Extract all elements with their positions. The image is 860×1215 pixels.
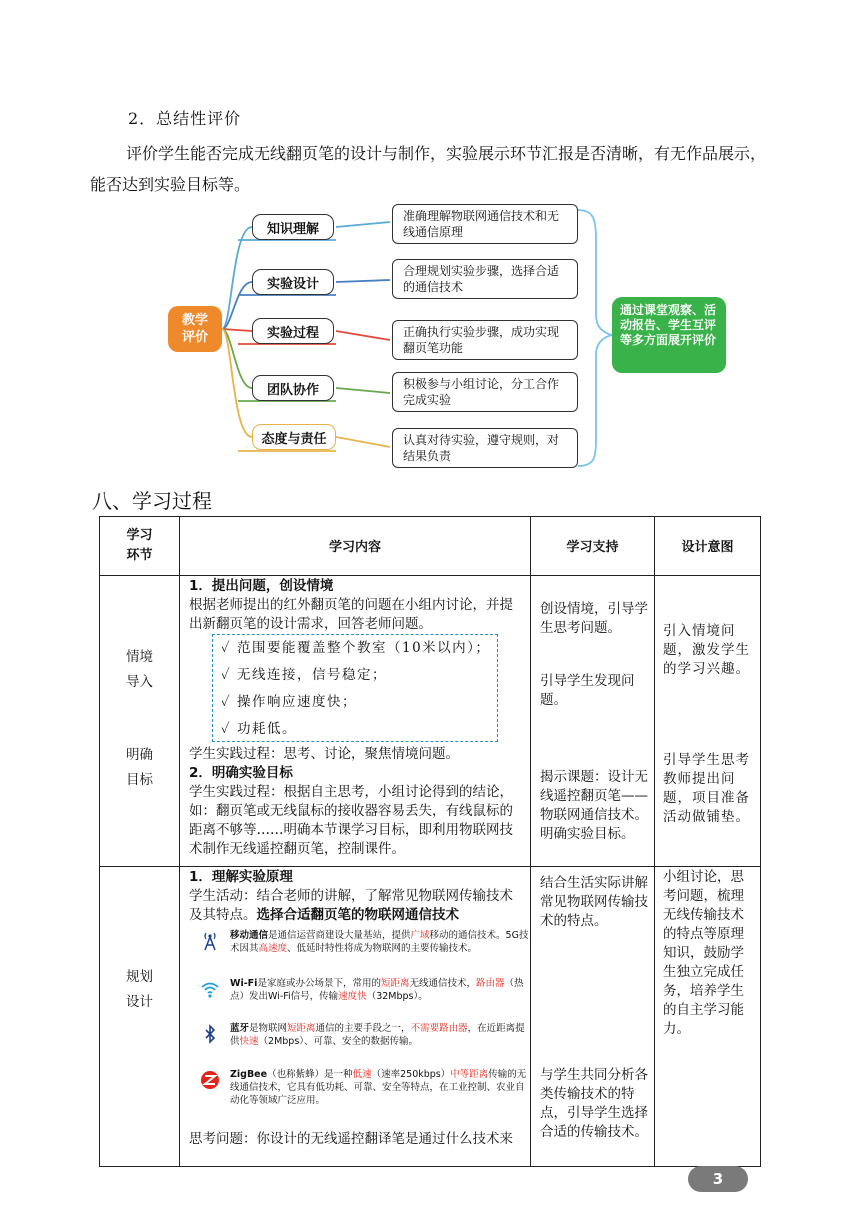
mindmap-node-knowledge: 知识理解 xyxy=(252,214,334,240)
row2-title1: 1．理解实验原理 xyxy=(189,869,293,885)
mindmap-node-attitude: 态度与责任 xyxy=(252,424,336,450)
zigbee-icon xyxy=(200,1070,220,1090)
row1-support2: 引导学生发现问题。 xyxy=(540,673,635,708)
row1-text3: 学生实践过程：根据自主思考，小组讨论得到的结论，如：翻页笔或无线鼠标的接收器容易丢失，有线鼠标的距离不够等……明确本节课学习目标，即利用物联网技术制作无线遥控翻页笔，控制课件。 xyxy=(189,784,513,857)
row2-support2: 与学生共同分析各类传输技术的特点，引导学生选择合适的传输技术。 xyxy=(540,1067,648,1140)
stage-goal: 明确 目标 xyxy=(126,747,153,788)
header-support: 学习支持 xyxy=(566,540,619,555)
header-stage: 学习 环节 xyxy=(126,528,153,563)
row2-text1: 学生活动：结合老师的讲解，了解常见物联网传输技术及其特点。选择合适翻页笔的物联网通信技术 xyxy=(189,888,513,923)
mindmap-node-design: 实验设计 xyxy=(252,269,334,295)
row1-intent1: 引入情境问题，激发学生的学习兴趣。 xyxy=(663,623,750,677)
page-number: 3 xyxy=(688,1166,748,1192)
paragraph: 评价学生能否完成无线翻页笔的设计与制作，实验展示环节汇报是否清晰，有无作品展示，能否达到实验目标等。 xyxy=(90,144,767,194)
row2-intent: 小组讨论，思考问题，梳理无线传输技术的特点等原理知识，鼓励学生独立完成任务，培养学生的自主学习能力。 xyxy=(663,869,744,1037)
requirement-item: ✓ 范围要能覆盖整个教室（10米以内）； xyxy=(221,640,491,656)
stage-planning: 规划 设计 xyxy=(126,969,153,1010)
section-title: 八、学习过程 xyxy=(92,489,212,513)
mindmap-desc-process: 正确执行实验步骤，成功实现翻页笔功能 xyxy=(392,320,578,360)
requirement-item: ✓ 操作响应速度快； xyxy=(221,694,357,710)
row1-title2: 2．明确实验目标 xyxy=(189,765,293,781)
mindmap-center: 教学 评价 xyxy=(168,306,222,352)
wifi-icon xyxy=(200,979,220,999)
mindmap-node-process: 实验过程 xyxy=(252,318,334,344)
stage-situation: 情境 导入 xyxy=(126,649,153,690)
section-heading: 2．总结性评价 xyxy=(128,109,242,128)
mindmap-node-teamwork: 团队协作 xyxy=(252,375,334,401)
row2-question: 思考问题：你设计的无线遥控翻译笔是通过什么技术来 xyxy=(189,1131,513,1147)
row1-support3: 揭示课题：设计无线遥控翻页笔——物联网通信技术。明确实验目标。 xyxy=(540,769,648,842)
mindmap-desc-design: 合理规划实验步骤，选择合适的通信技术 xyxy=(392,259,578,299)
requirement-item: ✓ 无线连接，信号稳定； xyxy=(221,667,387,683)
row1-text1: 根据老师提出的红外翻页笔的问题在小组内讨论，并提出新翻页笔的设计需求，回答老师问题。 xyxy=(189,597,513,632)
mindmap-desc-knowledge: 准确理解物联网通信技术和无线通信原理 xyxy=(392,204,578,244)
row2-support1: 结合生活实际讲解常见物联网传输技术的特点。 xyxy=(540,875,648,929)
header-intent: 设计意图 xyxy=(681,540,734,555)
antenna-icon xyxy=(200,931,220,951)
row1-support1: 创设情境，引导学生思考问题。 xyxy=(540,601,648,636)
row1-text2: 学生实践过程：思考、讨论，聚焦情境问题。 xyxy=(189,746,459,762)
requirements-box xyxy=(212,634,498,742)
mindmap-desc-teamwork: 积极参与小组讨论，分工合作完成实验 xyxy=(392,372,578,412)
mindmap-desc-attitude: 认真对待实验，遵守规则，对结果负责 xyxy=(392,428,578,468)
row1-title1: 1．提出问题，创设情境 xyxy=(189,578,334,594)
bluetooth-icon xyxy=(200,1024,220,1044)
mindmap-summary: 通过课堂观察、活动报告、学生互评等多方面展开评价 xyxy=(612,297,726,373)
header-content: 学习内容 xyxy=(328,540,381,555)
row1-intent2: 引导学生思考教师提出问题，项目准备活动做铺垫。 xyxy=(663,752,750,825)
requirement-item: ✓ 功耗低。 xyxy=(221,721,297,737)
